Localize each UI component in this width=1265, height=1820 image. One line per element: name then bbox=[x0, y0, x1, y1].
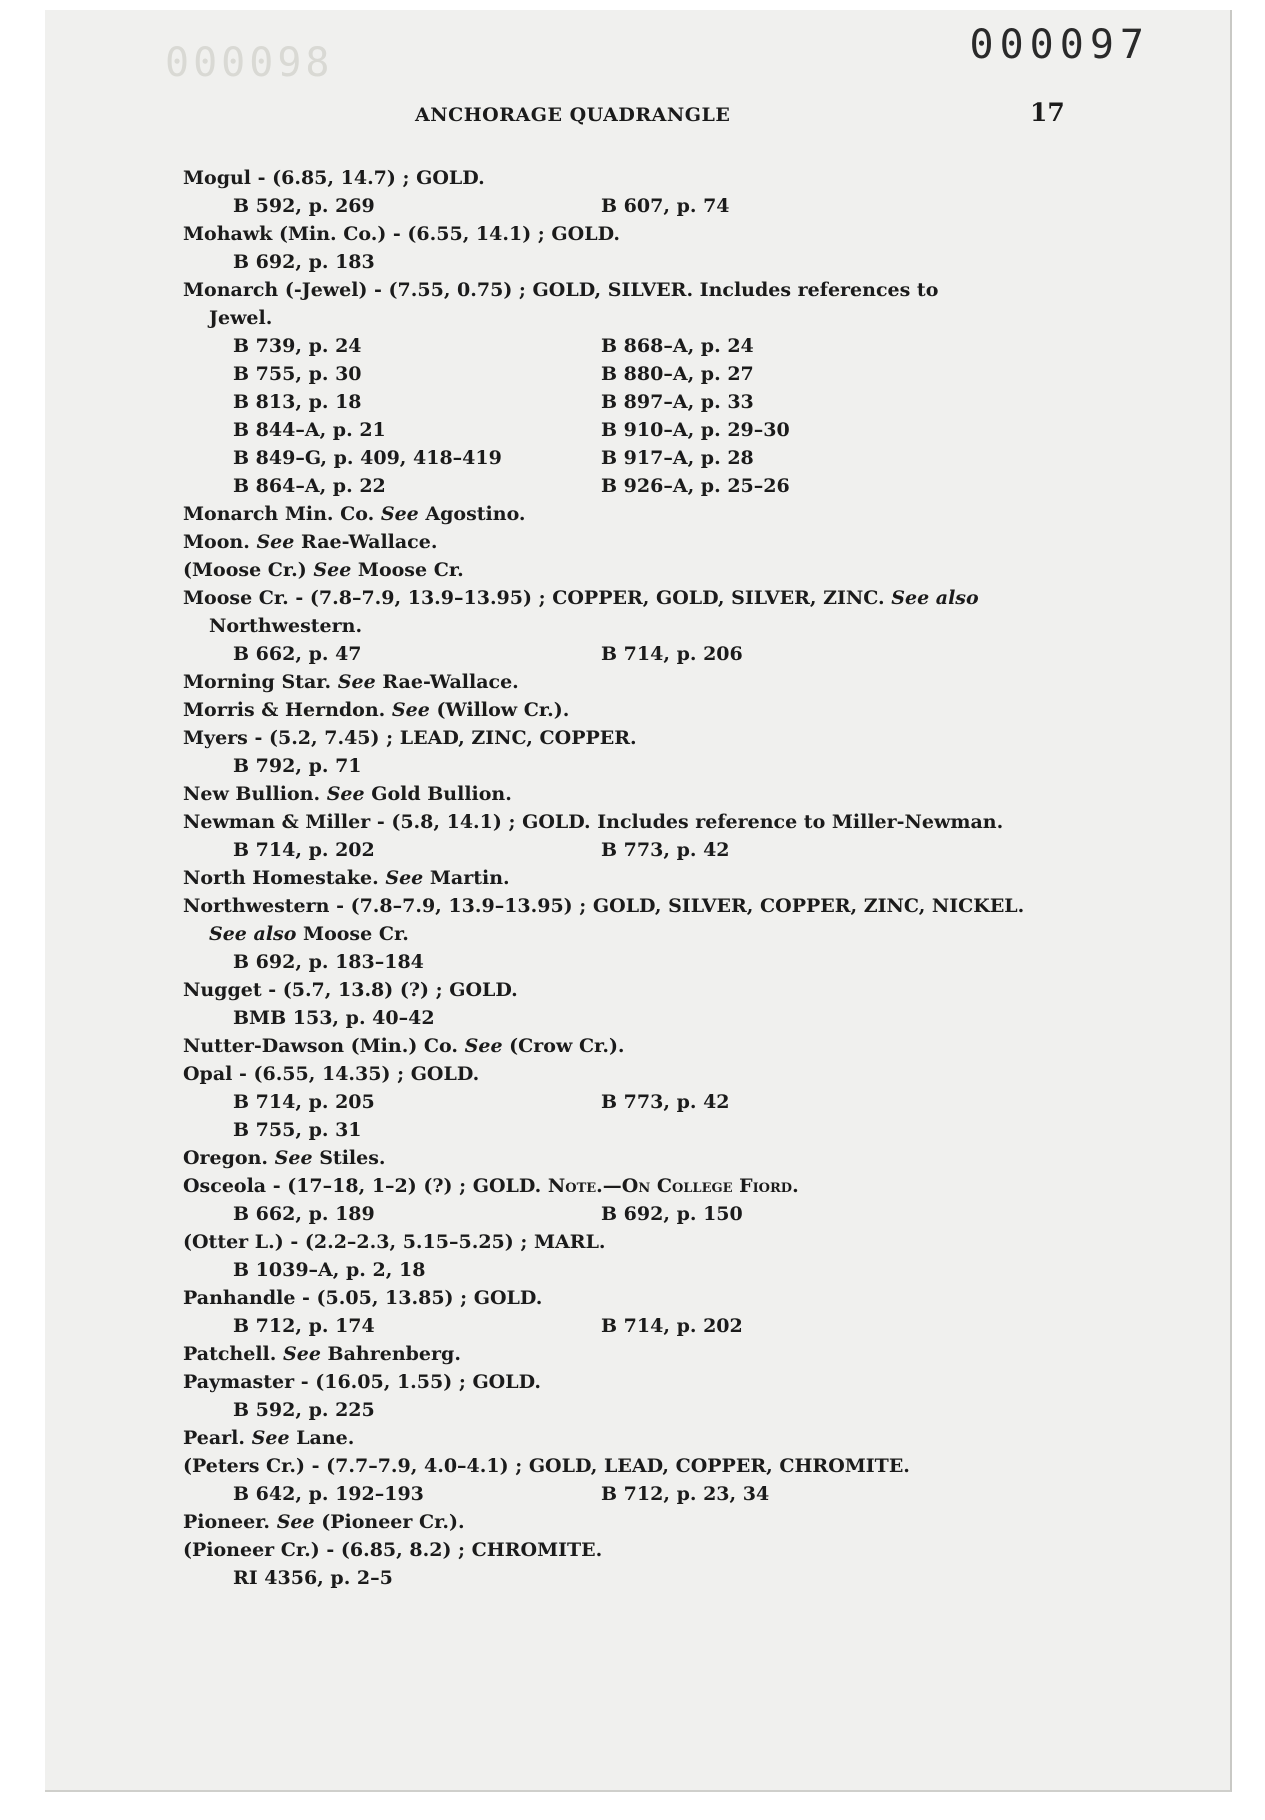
reference-row bbox=[183, 192, 1083, 220]
reference: B 926–A, p. 25–26 bbox=[601, 475, 790, 497]
index-entry-pioneer-cr bbox=[183, 1536, 1083, 1592]
entry-line: (Otter L.) - (2.2–2.3, 5.15–5.25) ; MARL. bbox=[183, 1231, 606, 1253]
entry-line: Mogul - (6.85, 14.7) ; GOLD. bbox=[183, 167, 485, 189]
entry-line: Northwestern - (7.8–7.9, 13.9–13.95) ; GOLD, SILVER, COPPER, ZINC, NICKEL. bbox=[183, 895, 1025, 917]
reference-row bbox=[183, 948, 1083, 976]
reference: B 692, p. 150 bbox=[601, 1203, 743, 1225]
index-entry-paymaster bbox=[183, 1368, 1083, 1424]
reference: B 592, p. 269 bbox=[233, 195, 375, 217]
index-entry-northwestern bbox=[183, 892, 1083, 976]
reference-row bbox=[183, 1256, 1083, 1284]
reference: B 755, p. 31 bbox=[233, 1119, 362, 1141]
reference: B 880–A, p. 27 bbox=[601, 363, 754, 385]
see-word: See bbox=[251, 1427, 290, 1449]
see-target: (Crow Cr.). bbox=[509, 1035, 625, 1057]
index-entry-peters-cr bbox=[183, 1452, 1083, 1508]
cross-reference-entry bbox=[183, 780, 1083, 808]
reference: BMB 153, p. 40–42 bbox=[233, 1007, 435, 1029]
entry-name: Monarch Min. Co. bbox=[183, 503, 375, 525]
index-entry-newman-miller bbox=[183, 808, 1083, 864]
index-entry-panhandle bbox=[183, 1284, 1083, 1340]
index-entry-opal bbox=[183, 1060, 1083, 1144]
reference-row bbox=[183, 1480, 1083, 1508]
see-target: (Pioneer Cr.). bbox=[321, 1511, 465, 1533]
entry-line: Newman & Miller - (5.8, 14.1) ; GOLD. Includes reference to Miller-Newman. bbox=[183, 811, 1004, 833]
see-also-word: See also bbox=[891, 587, 979, 609]
entry-line: Myers - (5.2, 7.45) ; LEAD, ZINC, COPPER. bbox=[183, 727, 637, 749]
cross-reference-entry bbox=[183, 1508, 1083, 1536]
see-word: See bbox=[313, 559, 352, 581]
cross-reference-entry bbox=[183, 1340, 1083, 1368]
see-target: Stiles. bbox=[319, 1147, 386, 1169]
reference: B 813, p. 18 bbox=[233, 391, 362, 413]
see-word: See bbox=[274, 1147, 313, 1169]
entry-name: Moon. bbox=[183, 531, 250, 553]
reference-row bbox=[183, 388, 1083, 416]
entry-line: (Peters Cr.) - (7.7–7.9, 4.0–4.1) ; GOLD, LEAD, COPPER, CHROMITE. bbox=[183, 1455, 910, 1477]
see-target: Moose Cr. bbox=[357, 559, 464, 581]
cross-reference-entry bbox=[183, 1144, 1083, 1172]
reference: B 692, p. 183–184 bbox=[233, 951, 424, 973]
reference-row bbox=[183, 332, 1083, 360]
cross-reference-entry bbox=[183, 1032, 1083, 1060]
page-stamp: 000097 bbox=[969, 22, 1150, 68]
see-target: Lane. bbox=[296, 1427, 355, 1449]
see-target: Rae-Wallace. bbox=[300, 531, 438, 553]
reference-row bbox=[183, 1396, 1083, 1424]
reference-row bbox=[183, 472, 1083, 500]
reference-row bbox=[183, 416, 1083, 444]
see-target: Rae-Wallace. bbox=[382, 671, 519, 693]
entry-note: Note.—On College Fiord. bbox=[547, 1175, 799, 1197]
index-entry-osceola bbox=[183, 1172, 1083, 1228]
see-word: See bbox=[380, 503, 419, 525]
see-target: Gold Bullion. bbox=[371, 783, 512, 805]
entry-line-text: Osceola - (17–18, 1–2) (?) ; GOLD. bbox=[183, 1175, 542, 1197]
ghost-stamp: 000098 bbox=[165, 40, 334, 86]
see-word: See bbox=[337, 671, 376, 693]
entry-line bbox=[183, 584, 1083, 612]
reference: B 910–A, p. 29–30 bbox=[601, 419, 790, 441]
see-target: Martin. bbox=[429, 867, 510, 889]
entry-line: Nugget - (5.7, 13.8) (?) ; GOLD. bbox=[183, 979, 518, 1001]
index-entry-monarch bbox=[183, 276, 1083, 500]
index-entry-nugget bbox=[183, 976, 1083, 1032]
reference: B 897–A, p. 33 bbox=[601, 391, 754, 413]
entry-line: Opal - (6.55, 14.35) ; GOLD. bbox=[183, 1063, 480, 1085]
reference-row bbox=[183, 836, 1083, 864]
entry-line: Panhandle - (5.05, 13.85) ; GOLD. bbox=[183, 1287, 543, 1309]
reference: B 714, p. 202 bbox=[601, 1315, 743, 1337]
entry-line bbox=[183, 1172, 1083, 1200]
reference: B 712, p. 174 bbox=[233, 1315, 375, 1337]
index-entries bbox=[183, 164, 1083, 1592]
reference: B 773, p. 42 bbox=[601, 1091, 730, 1113]
reference: RI 4356, p. 2–5 bbox=[233, 1567, 393, 1589]
see-word: See bbox=[385, 867, 424, 889]
reference-row bbox=[183, 1116, 1083, 1144]
entry-name: (Moose Cr.) bbox=[183, 559, 307, 581]
reference: B 712, p. 23, 34 bbox=[601, 1483, 770, 1505]
entry-line: Paymaster - (16.05, 1.55) ; GOLD. bbox=[183, 1371, 542, 1393]
reference-row bbox=[183, 640, 1083, 668]
reference-row bbox=[183, 248, 1083, 276]
entry-name: Patchell. bbox=[183, 1343, 277, 1365]
reference: B 849–G, p. 409, 418–419 bbox=[233, 447, 502, 469]
entry-name: Morning Star. bbox=[183, 671, 332, 693]
index-entry-otter-l bbox=[183, 1228, 1083, 1284]
see-target: Moose Cr. bbox=[303, 923, 409, 945]
entry-name: Morris & Herndon. bbox=[183, 699, 386, 721]
reference: B 773, p. 42 bbox=[601, 839, 730, 861]
reference-row bbox=[183, 1200, 1083, 1228]
reference: B 714, p. 206 bbox=[601, 643, 743, 665]
see-word: See bbox=[283, 1343, 321, 1365]
reference: B 662, p. 189 bbox=[233, 1203, 375, 1225]
reference-row bbox=[183, 1004, 1083, 1032]
cross-reference-entry bbox=[183, 696, 1083, 724]
entry-name: New Bullion. bbox=[183, 783, 321, 805]
reference: B 917–A, p. 28 bbox=[601, 447, 754, 469]
entry-line-continued bbox=[183, 920, 1083, 948]
reference: B 592, p. 225 bbox=[233, 1399, 375, 1421]
entry-name: Nutter-Dawson (Min.) Co. bbox=[183, 1035, 459, 1057]
cross-reference-entry bbox=[183, 528, 1083, 556]
see-target: Agostino. bbox=[425, 503, 526, 525]
reference: B 607, p. 74 bbox=[601, 195, 730, 217]
index-entry-myers bbox=[183, 724, 1083, 780]
see-target: (Willow Cr.). bbox=[436, 699, 570, 721]
see-word: See bbox=[326, 783, 365, 805]
index-entry-mohawk bbox=[183, 220, 1083, 276]
page-header-title: ANCHORAGE QUADRANGLE bbox=[415, 104, 731, 126]
cross-reference-entry bbox=[183, 864, 1083, 892]
reference-row bbox=[183, 1312, 1083, 1340]
reference-row bbox=[183, 1564, 1083, 1592]
reference-row bbox=[183, 752, 1083, 780]
cross-reference-entry bbox=[183, 668, 1083, 696]
entry-name: Pearl. bbox=[183, 1427, 246, 1449]
see-word: See bbox=[464, 1035, 503, 1057]
see-target: Bahrenberg. bbox=[327, 1343, 461, 1365]
reference: B 755, p. 30 bbox=[233, 363, 362, 385]
reference: B 844–A, p. 21 bbox=[233, 419, 386, 441]
reference: B 662, p. 47 bbox=[233, 643, 362, 665]
cross-reference-entry bbox=[183, 500, 1083, 528]
entry-line: Monarch (-Jewel) - (7.55, 0.75) ; GOLD, SILVER. Includes references to bbox=[183, 279, 939, 301]
reference: B 864–A, p. 22 bbox=[233, 475, 386, 497]
entry-name: North Homestake. bbox=[183, 867, 379, 889]
entry-line-continued: Northwestern. bbox=[209, 615, 363, 637]
entry-name: Pioneer. bbox=[183, 1511, 271, 1533]
entry-name: Oregon. bbox=[183, 1147, 269, 1169]
reference-row bbox=[183, 444, 1083, 472]
entry-line-continued: Jewel. bbox=[209, 307, 273, 329]
see-also-word: See also bbox=[209, 923, 297, 945]
reference-row bbox=[183, 1088, 1083, 1116]
reference: B 642, p. 192–193 bbox=[233, 1483, 424, 1505]
reference: B 692, p. 183 bbox=[233, 251, 375, 273]
reference: B 868–A, p. 24 bbox=[601, 335, 754, 357]
reference: B 739, p. 24 bbox=[233, 335, 362, 357]
see-word: See bbox=[276, 1511, 315, 1533]
see-word: See bbox=[391, 699, 430, 721]
entry-line-text: Moose Cr. - (7.8–7.9, 13.9–13.95) ; COPPER, GOLD, SILVER, ZINC. bbox=[183, 587, 885, 609]
index-entry-mogul bbox=[183, 164, 1083, 220]
cross-reference-entry bbox=[183, 1424, 1083, 1452]
entry-line: (Pioneer Cr.) - (6.85, 8.2) ; CHROMITE. bbox=[183, 1539, 603, 1561]
reference: B 1039–A, p. 2, 18 bbox=[233, 1259, 426, 1281]
reference: B 792, p. 71 bbox=[233, 755, 362, 777]
page-number: 17 bbox=[1030, 98, 1065, 127]
entry-line: Mohawk (Min. Co.) - (6.55, 14.1) ; GOLD. bbox=[183, 223, 620, 245]
reference: B 714, p. 202 bbox=[233, 839, 375, 861]
index-entry-moose-cr bbox=[183, 584, 1083, 668]
reference: B 714, p. 205 bbox=[233, 1091, 375, 1113]
see-word: See bbox=[256, 531, 295, 553]
reference-row bbox=[183, 360, 1083, 388]
cross-reference-entry bbox=[183, 556, 1083, 584]
